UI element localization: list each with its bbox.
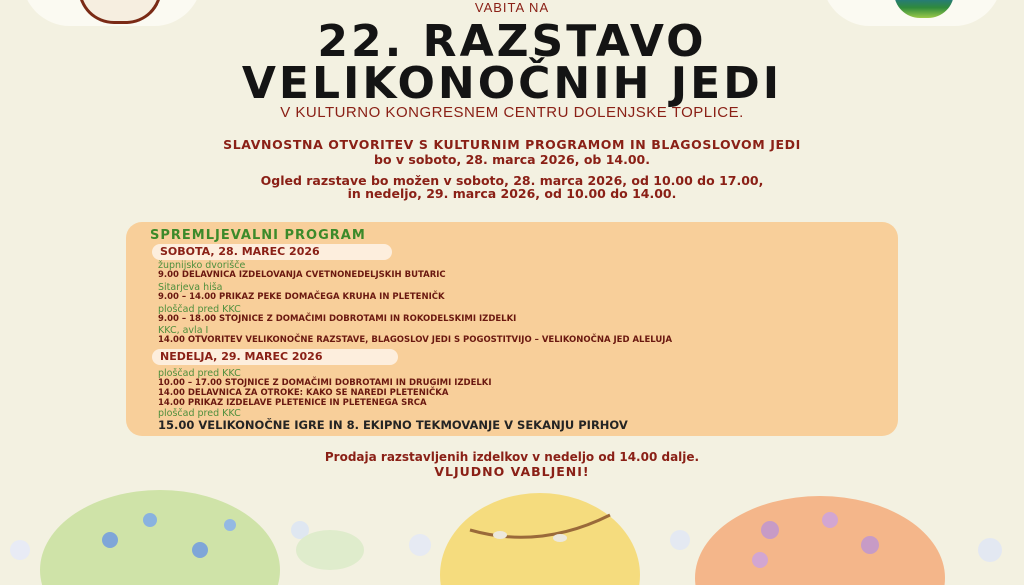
location-label: KKC, avla I: [158, 325, 209, 336]
saturday-heading: SOBOTA, 28. MAREC 2026: [152, 244, 392, 260]
sale-note: Prodaja razstavljenih izdelkov v nedeljo od 14.00 dalje.: [324, 450, 700, 464]
event-item: 14.00 OTVORITEV VELIKONOČNE RAZSTAVE, BLAGOSLOV JEDI S POGOSTITVIJO – VELIKONOČNA JED ALELUJA: [158, 335, 673, 345]
location-label: ploščad pred KKC: [158, 304, 241, 315]
event-item: 9.00 DELAVNICA IZDELOVANJA CVETNONEDELJSKIH BUTARIC: [158, 270, 446, 280]
event-item: 14.00 DELAVNICA ZA OTROKE: KAKO SE NAREDI PLETENIČKA: [158, 388, 449, 398]
event-item-highlight: 15.00 VELIKONOČNE IGRE IN 8. EKIPNO TEKMOVANJE V SEKANJU PIRHOV: [158, 418, 628, 432]
invite-label: VABITA NA: [474, 0, 550, 15]
green-egg-icon: [40, 490, 280, 585]
event-item: 9.00 – 18.00 STOJNICE Z DOMAČIMI DOBROTAMI IN ROKODELSKIMI IZDELKI: [158, 314, 517, 324]
event-item: 10.00 – 17.00 STOJNICE Z DOMAČIMI DOBROTAMI IN DRUGIMI IZDELKI: [158, 378, 492, 388]
program-title: SPREMLJEVALNI PROGRAM: [150, 228, 366, 243]
program-box: [126, 222, 898, 436]
location-label: ploščad pred KKC: [158, 408, 241, 419]
venue-text: V KULTURNO KONGRESNEM CENTRU DOLENJSKE TOPLICE.: [280, 104, 744, 121]
easter-eggs-illustration: [0, 490, 1024, 585]
viewing-hours-2: in nedeljo, 29. marca 2026, od 10.00 do 14.00.: [347, 186, 677, 201]
event-item: 9.00 – 14.00 PRIKAZ PEKE DOMAČEGA KRUHA IN PLETENIČK: [158, 292, 445, 302]
event-item: 14.00 PRIKAZ IZDELAVE PLETENICE IN PLETENEGA SRCA: [158, 398, 427, 408]
title-line-1: 22. RAZSTAVO: [317, 16, 707, 67]
yellow-egg-icon: [440, 493, 640, 585]
welcome-text: VLJUDNO VABLJENI!: [434, 464, 590, 479]
title-line-2: VELIKONOČNIH JEDI: [241, 58, 783, 109]
location-label: ploščad pred KKC: [158, 368, 241, 379]
butterfly-icon: [296, 530, 364, 570]
location-label: župnijsko dvorišče: [158, 260, 246, 271]
location-label: Sitarjeva hiša: [158, 282, 223, 293]
viewing-hours-1: Ogled razstave bo možen v soboto, 28. marca 2026, od 10.00 do 17.00,: [260, 173, 764, 188]
opening-time: bo v soboto, 28. marca 2026, ob 14.00.: [374, 152, 650, 167]
sunday-heading: NEDELJA, 29. MAREC 2026: [152, 349, 398, 365]
peach-egg-icon: [695, 496, 945, 585]
opening-title: SLAVNOSTNA OTVORITEV S KULTURNIM PROGRAMOM IN BLAGOSLOVOM JEDI: [223, 137, 801, 152]
